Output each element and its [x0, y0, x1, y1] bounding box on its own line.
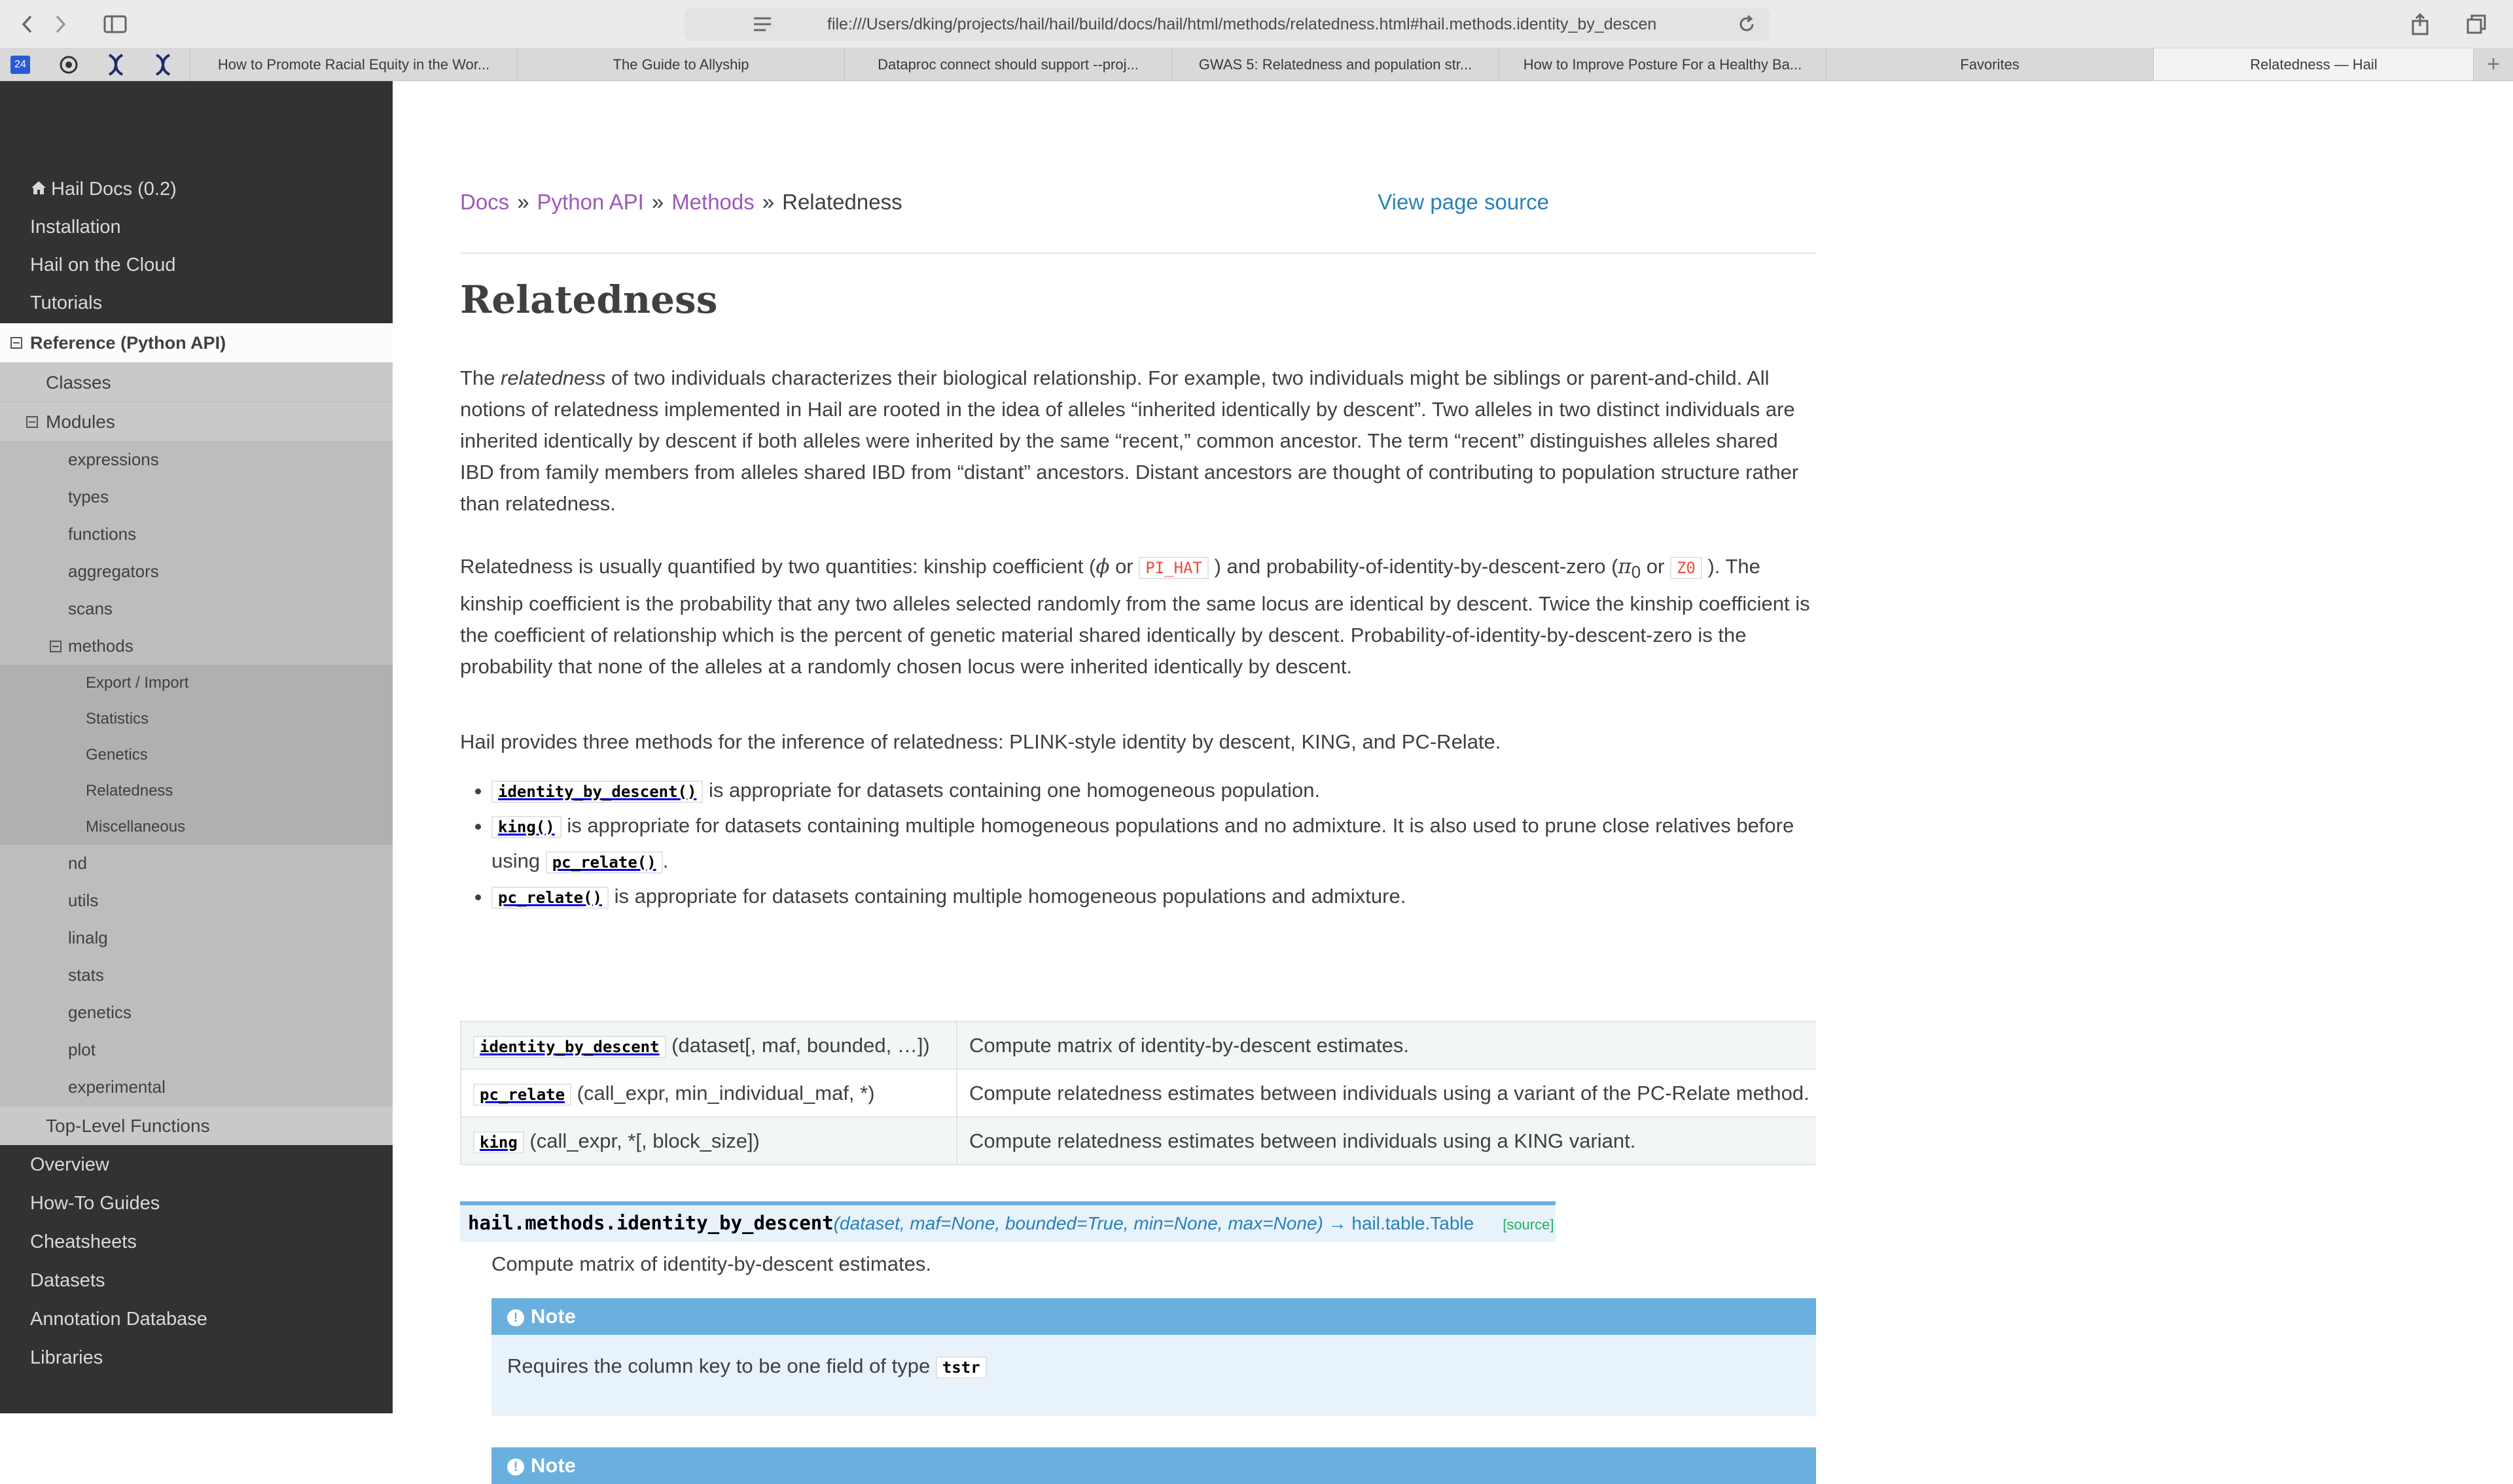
docs-sidebar	[0, 81, 393, 1413]
share-icon[interactable]	[2406, 10, 2434, 38]
summary-table	[460, 1021, 1816, 1165]
sidebar-item-installation[interactable]: Installation	[30, 217, 121, 238]
sidebar-item-plot[interactable]: plot	[0, 1031, 393, 1069]
note-header: ! Note	[491, 1447, 1816, 1484]
sidebar-item-classes[interactable]: Classes	[0, 362, 393, 402]
calendar-icon: 24	[10, 56, 30, 74]
summary-link-identity-by-descent[interactable]: identity_by_descent	[473, 1034, 666, 1057]
function-description: Compute matrix of identity-by-descent estimates.	[491, 1252, 931, 1275]
breadcrumb-separator: »	[762, 190, 775, 214]
sidebar-item-howto[interactable]: How-To Guides	[30, 1193, 160, 1214]
link-pc-relate-inline[interactable]: pc_relate()	[546, 849, 663, 872]
collapse-icon[interactable]	[10, 337, 22, 349]
hail-logo-icon	[107, 54, 125, 76]
sidebar-item-aggregators[interactable]: aggregators	[0, 553, 393, 590]
breadcrumb-methods[interactable]: Methods	[671, 190, 755, 214]
methods-list	[460, 773, 1816, 915]
new-tab-button[interactable]: +	[2473, 48, 2513, 80]
tab-relatedness-active[interactable]: Relatedness — Hail	[2153, 48, 2474, 80]
table-cell-signature: identity_by_descent (dataset[, maf, bounded, …])	[461, 1021, 957, 1069]
sidebar-item-stats[interactable]: stats	[0, 957, 393, 994]
breadcrumb-python-api[interactable]: Python API	[537, 190, 644, 214]
note-header: ! Note	[491, 1298, 1816, 1335]
sidebar-item-expressions[interactable]: expressions	[0, 441, 393, 478]
list-item: • king() is appropriate for datasets containing multiple homogeneous populations and no admixture. It is also used to prune close relatives before using pc_relate() .	[491, 809, 1816, 879]
sidebar-item-functions[interactable]: functions	[0, 516, 393, 553]
tab-overview-icon[interactable]	[2462, 10, 2491, 38]
tab-favorites[interactable]: Favorites	[1826, 48, 2153, 80]
home-icon	[30, 171, 47, 209]
table-row	[461, 1069, 1816, 1117]
sidebar-item-annotation-db[interactable]: Annotation Database	[30, 1309, 207, 1330]
forward-icon[interactable]	[47, 10, 73, 38]
sidebar-item-label: Modules	[46, 412, 115, 432]
summary-link-pc-relate[interactable]: pc_relate	[473, 1082, 571, 1104]
pinned-tab-hail-2[interactable]	[143, 48, 183, 81]
pinned-tab-github[interactable]	[48, 48, 89, 81]
table-cell-signature: king (call_expr, *[, block_size])	[461, 1117, 957, 1165]
note-body: Requires the column key to be one field of type tstr	[491, 1335, 1816, 1416]
sidebar-item-nd[interactable]: nd	[0, 845, 393, 882]
url-text[interactable]: file:///Users/dking/projects/hail/hail/build/docs/hail/html/methods/relatedness.html#hail.methods.identity_by_descen	[827, 15, 1657, 33]
sidebar-item-relatedness[interactable]: Relatedness	[0, 773, 393, 809]
sidebar-item-experimental[interactable]: experimental	[0, 1069, 393, 1106]
sidebar-item-modules[interactable]	[0, 402, 393, 441]
tab-allyship[interactable]: The Guide to Allyship	[517, 48, 844, 80]
page-menu-icon[interactable]	[753, 15, 772, 37]
table-cell-description: Compute matrix of identity-by-descent estimates.	[957, 1021, 1816, 1069]
link-pc-relate[interactable]: pc_relate()	[491, 885, 609, 908]
code-pi-hat: PI_HAT	[1139, 557, 1209, 579]
sidebar-item-label: Reference (Python API)	[30, 333, 226, 353]
methods-paragraph: Hail provides three methods for the inference of relatedness: PLINK-style identity by descent, KING, and PC-Relate.	[460, 730, 1501, 753]
link-identity-by-descent[interactable]: identity_by_descent()	[491, 779, 703, 802]
list-item: • pc_relate() is appropriate for datasets containing multiple homogeneous populations and admixture.	[491, 879, 1816, 915]
sidebar-item-genetics-methods[interactable]: Genetics	[0, 737, 393, 773]
sidebar-item-methods[interactable]	[0, 627, 393, 665]
summary-table-container	[460, 1021, 1816, 1169]
sidebar-item-types[interactable]: types	[0, 478, 393, 516]
divider	[460, 253, 1816, 254]
sidebar-item-export-import[interactable]: Export / Import	[0, 665, 393, 701]
table-cell-description: Compute relatedness estimates between individuals using a variant of the PC-Relate method.	[957, 1069, 1816, 1117]
collapse-icon[interactable]	[26, 416, 38, 428]
code-tstr: tstr	[936, 1356, 987, 1379]
breadcrumb-separator: »	[651, 190, 664, 214]
sidebar-item-label: methods	[68, 636, 134, 656]
sidebar-item-toplevel-functions[interactable]: Top-Level Functions	[0, 1106, 393, 1145]
info-icon: !	[507, 1458, 524, 1475]
tab-bar	[0, 48, 2513, 81]
sidebar-item-statistics[interactable]: Statistics	[0, 701, 393, 737]
sidebar-home-label: Hail Docs (0.2)	[51, 179, 177, 200]
sidebar-home-link[interactable]	[0, 170, 393, 208]
tab-racial-equity[interactable]: How to Promote Racial Equity in the Wor...	[190, 48, 517, 80]
function-signature	[460, 1201, 1556, 1242]
view-page-source-link[interactable]: View page source	[1378, 190, 1549, 214]
github-icon	[58, 54, 79, 75]
intro-paragraph: The relatedness of two individuals characterizes their biological relationship. For example, two individuals might be siblings or parent-and-child. All notions of relatedness implemented in Hail are rooted in the idea of alleles “inherited identically by descent”. Two alleles in two distinct individuals are inherited identically by descent if both alleles were inherited by the same “recent,” common ancestor. The term “recent” distinguishes alleles shared IBD from family members from alleles shared IBD from “distant” ancestors. Distant ancestors are thought of contributing to population structure rather than relatedness.	[460, 366, 1799, 515]
info-icon: !	[507, 1309, 524, 1326]
table-cell-description: Compute relatedness estimates between individuals using a KING variant.	[957, 1117, 1816, 1165]
signature-name: hail.methods.identity_by_descent	[468, 1212, 834, 1234]
table-row	[461, 1021, 1816, 1069]
collapse-icon[interactable]	[50, 641, 62, 652]
page-title: Relatedness	[460, 277, 718, 322]
breadcrumb	[460, 190, 902, 215]
main-content	[393, 81, 2513, 1477]
sidebar-item-genetics[interactable]: genetics	[0, 994, 393, 1031]
quantities-paragraph: Relatedness is usually quantified by two quantities: kinship coefficient (ϕ or PI_HAT ) and probability-of-identity-by-descent-zero ($\pi_0$ or Z0 ). The kinship coefficient is the probability that any two alleles selected randomly from the same locus are identical by descent. Twice the kinship coefficient is the coefficient of relationship which is the percent of genetic material shared identically by descent. Probability-of-identity-by-descent-zero is the probability that none of the alleles at a randomly chosen locus were inherited identically by descent.	[460, 555, 1810, 679]
pinned-tab-hail-1[interactable]	[96, 48, 136, 81]
sidebar-item-miscellaneous[interactable]: Miscellaneous	[0, 809, 393, 845]
breadcrumb-separator: »	[517, 190, 529, 214]
sidebar-item-utils[interactable]: utils	[0, 882, 393, 919]
sidebar-item-reference[interactable]	[0, 323, 393, 362]
table-cell-signature: pc_relate (call_expr, min_individual_maf, *)	[461, 1069, 957, 1117]
back-icon[interactable]	[14, 10, 41, 38]
sidebar-item-tutorials[interactable]: Tutorials	[30, 292, 103, 313]
table-row	[461, 1117, 1816, 1165]
pinned-tab-calendar[interactable]	[0, 48, 41, 81]
breadcrumb-current: Relatedness	[782, 190, 902, 214]
sidebar-item-libraries[interactable]: Libraries	[30, 1347, 103, 1368]
sidebar-item-datasets[interactable]: Datasets	[30, 1270, 105, 1291]
sidebar-item-linalg[interactable]: linalg	[0, 919, 393, 957]
address-bar[interactable]	[685, 8, 1770, 41]
sidebar-toggle-icon[interactable]	[101, 10, 130, 38]
sidebar-item-hail-cloud[interactable]: Hail on the Cloud	[30, 255, 176, 275]
reload-icon[interactable]	[1737, 14, 1756, 37]
summary-link-king[interactable]: king	[473, 1129, 524, 1152]
list-item: • identity_by_descent() is appropriate for datasets containing one homogeneous population.	[491, 773, 1816, 809]
tab-posture[interactable]: How to Improve Posture For a Healthy Ba...	[1499, 48, 1826, 80]
browser-toolbar	[0, 0, 2513, 48]
breadcrumb-docs[interactable]: Docs	[460, 190, 510, 214]
tab-dataproc[interactable]: Dataproc connect should support --proj...	[844, 48, 1171, 80]
hail-logo-icon	[154, 54, 172, 76]
sidebar-item-scans[interactable]: scans	[0, 590, 393, 627]
source-link[interactable]: [source]	[1503, 1216, 1554, 1233]
sidebar-item-cheatsheets[interactable]: Cheatsheets	[30, 1231, 137, 1252]
signature-args: (dataset, maf=None, bounded=True, min=None, max=None)	[833, 1213, 1323, 1233]
link-king[interactable]: king()	[491, 814, 561, 837]
signature-return[interactable]: → hail.table.Table	[1323, 1213, 1474, 1233]
tab-gwas[interactable]: GWAS 5: Relatedness and population str...	[1171, 48, 1499, 80]
sidebar-item-overview[interactable]: Overview	[30, 1154, 109, 1175]
code-z0: Z0	[1670, 557, 1702, 579]
